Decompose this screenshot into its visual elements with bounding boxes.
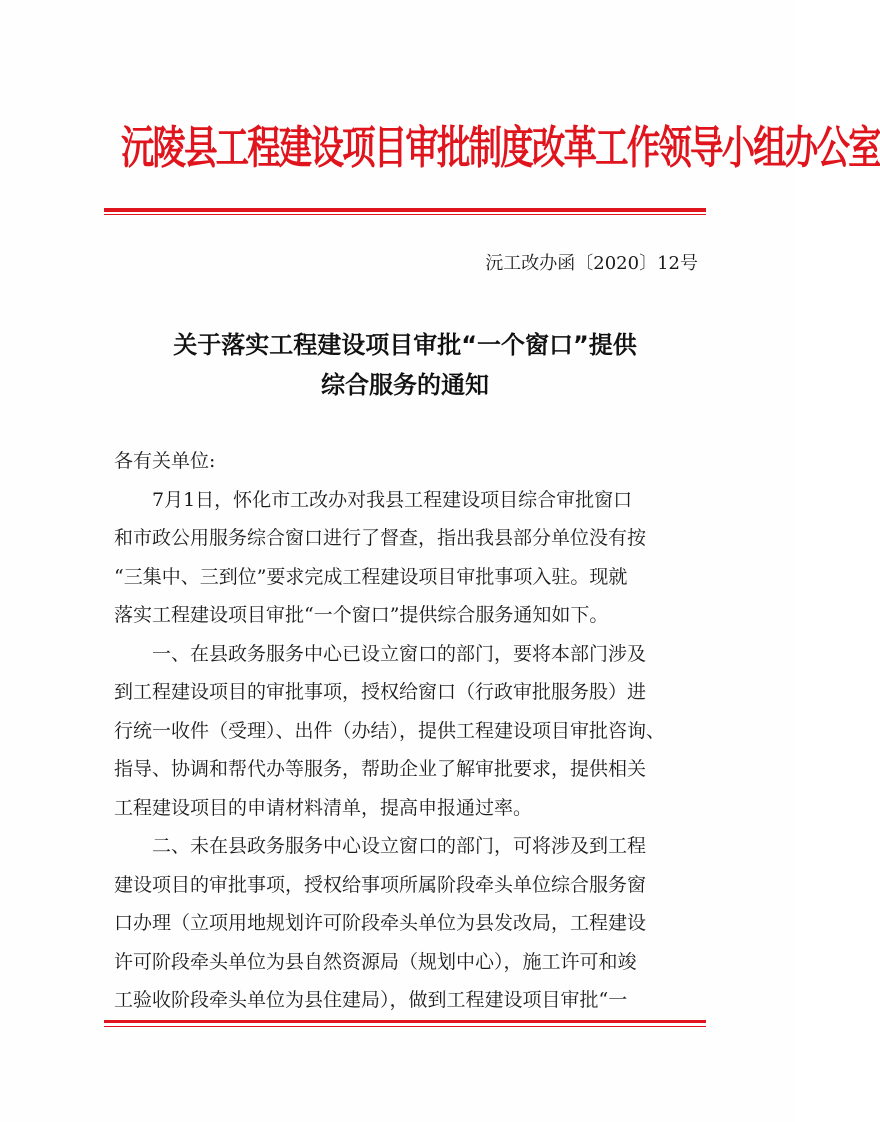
masthead-red-rule-thin: [104, 214, 706, 215]
body-line: 行统一收件（受理）、出件（办结），提供工程建设项目审批咨询、: [114, 719, 666, 742]
body-line: 和市政公用服务综合窗口进行了督查，指出我县部分单位没有按: [114, 527, 647, 549]
body-line: “三集中、三到位”要求完成工程建设项目审批事项入驻。现就: [114, 565, 628, 588]
body-line: 工验收阶段牵头单位为县住建局），做到工程建设项目审批“一: [114, 989, 628, 1011]
masthead-org-name: 沅陵县工程建设项目审批制度改革工作领导小组办公室: [120, 121, 880, 175]
document-number: 沅工改办函〔2020〕12号: [485, 253, 698, 274]
body-line: 到工程建设项目的审批事项，授权给窗口（行政审批服务股）进: [114, 681, 647, 703]
document-title-line-1: 关于落实工程建设项目审批“一个窗口”提供: [173, 331, 637, 359]
body-line: 工程建设项目的申请材料清单，提高申报通过率。: [114, 796, 533, 819]
body-line: 许可阶段牵头单位为县自然资源局（规划中心），施工许可和竣: [114, 950, 637, 973]
footer-red-rule-thin: [104, 1026, 706, 1027]
body-line: 指导、协调和帮代办等服务，帮助企业了解审批要求，提供相关: [114, 758, 647, 780]
body-line: 7月1日，怀化市工改办对我县工程建设项目综合审批窗口: [152, 488, 633, 511]
body-line: 建设项目的审批事项，授权给事项所属阶段牵头单位综合服务窗: [114, 873, 647, 896]
document-title-line-2: 综合服务的通知: [321, 371, 489, 399]
footer-red-rule-thick: [104, 1020, 706, 1023]
body-line: 二、未在县政务服务中心设立窗口的部门，可将涉及到工程: [152, 835, 647, 857]
document-body: [114, 442, 716, 1020]
body-line: 口办理（立项用地规划许可阶段牵头单位为县发改局，工程建设: [114, 912, 647, 934]
document-title: [104, 325, 706, 405]
body-line: 一、在县政务服务中心已设立窗口的部门，要将本部门涉及: [152, 642, 647, 665]
salutation: 各有关单位:: [114, 450, 216, 472]
body-line: 落实工程建设项目审批“一个窗口”提供综合服务通知如下。: [114, 604, 609, 626]
masthead-red-rule-thick: [104, 208, 706, 212]
